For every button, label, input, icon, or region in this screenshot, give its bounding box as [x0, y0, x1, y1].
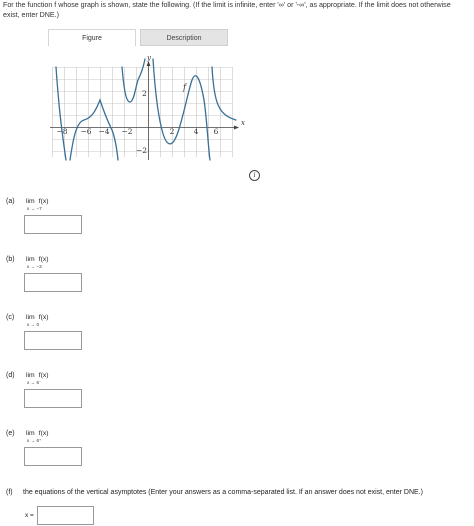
- part-a: [6, 198, 126, 238]
- part-a-label: (a): [6, 198, 15, 205]
- function-curve: [56, 59, 236, 160]
- part-b: [6, 256, 126, 296]
- limit-function: f(x): [38, 430, 49, 437]
- y-tick-labels: [136, 89, 147, 155]
- limit-approach: x → −7: [27, 206, 42, 211]
- part-d-limit: [26, 372, 49, 385]
- limit-approach: x → 6⁻: [27, 380, 42, 385]
- limit-approach: x → −3: [27, 264, 42, 269]
- info-icon[interactable]: i: [249, 170, 260, 181]
- answer-input-d[interactable]: [24, 389, 82, 408]
- part-c-limit: [26, 314, 49, 327]
- curve-branch-right: [153, 59, 210, 160]
- part-d-label: (d): [6, 372, 15, 379]
- lim-text: lim: [26, 198, 35, 205]
- limit-function: f(x): [38, 198, 49, 205]
- lim-text: lim: [26, 314, 35, 321]
- tab-description[interactable]: Description: [140, 29, 228, 46]
- part-c: [6, 314, 126, 354]
- lim-text: lim: [26, 256, 35, 263]
- x-tick-label: 2: [169, 127, 175, 136]
- part-e: [6, 430, 126, 470]
- x-tick-labels: [56, 127, 218, 136]
- y-axis-label: y: [147, 54, 151, 62]
- instructions-text: For the function f whose graph is shown, state the following. (If the limit is infinite, enter '∞' or '-∞', as appropriate. If the limit does not otherwise exist, enter DNE.): [3, 1, 451, 19]
- part-d: [6, 372, 126, 412]
- answer-input-f[interactable]: [37, 506, 94, 525]
- part-b-label: (b): [6, 256, 15, 263]
- part-f: [6, 489, 466, 525]
- y-tick-label: 2: [142, 89, 147, 98]
- lim-text: lim: [26, 372, 35, 379]
- x-tick-label: −2: [121, 127, 133, 136]
- lim-text: lim: [26, 430, 35, 437]
- y-tick-label: −2: [136, 146, 148, 155]
- function-label: f: [183, 83, 186, 92]
- curve-branch-middle-left: [70, 100, 118, 160]
- part-b-limit: [26, 256, 49, 269]
- part-a-limit: [26, 198, 49, 211]
- limit-function: f(x): [38, 256, 49, 263]
- part-f-question: the equations of the vertical asymptotes (Enter your answers as a comma-separated list. If an answer does not exist, enter DNE.): [23, 489, 423, 496]
- part-f-label: (f): [6, 489, 13, 496]
- answer-input-b[interactable]: [24, 273, 82, 292]
- limit-approach: x → 0: [27, 322, 39, 327]
- part-e-label: (e): [6, 430, 15, 437]
- tab-figure[interactable]: Figure: [48, 29, 136, 46]
- x-axis-label: x: [241, 119, 245, 127]
- answer-input-a[interactable]: [24, 215, 82, 234]
- limit-function: f(x): [38, 372, 49, 379]
- limit-function: f(x): [38, 314, 49, 321]
- answer-input-c[interactable]: [24, 331, 82, 350]
- part-e-limit: [26, 430, 49, 443]
- x-tick-label: −8: [56, 127, 68, 136]
- x-tick-label: −6: [80, 127, 92, 136]
- x-tick-label: 6: [213, 127, 219, 136]
- x-tick-label: 4: [193, 127, 199, 136]
- answer-prefix: x =: [25, 512, 34, 519]
- answer-input-e[interactable]: [24, 447, 82, 466]
- figure-tabs: [48, 29, 228, 46]
- part-c-label: (c): [6, 314, 15, 321]
- x-tick-label: −4: [98, 127, 110, 136]
- limit-approach: x → 6⁺: [27, 438, 42, 443]
- function-graph: [40, 50, 255, 170]
